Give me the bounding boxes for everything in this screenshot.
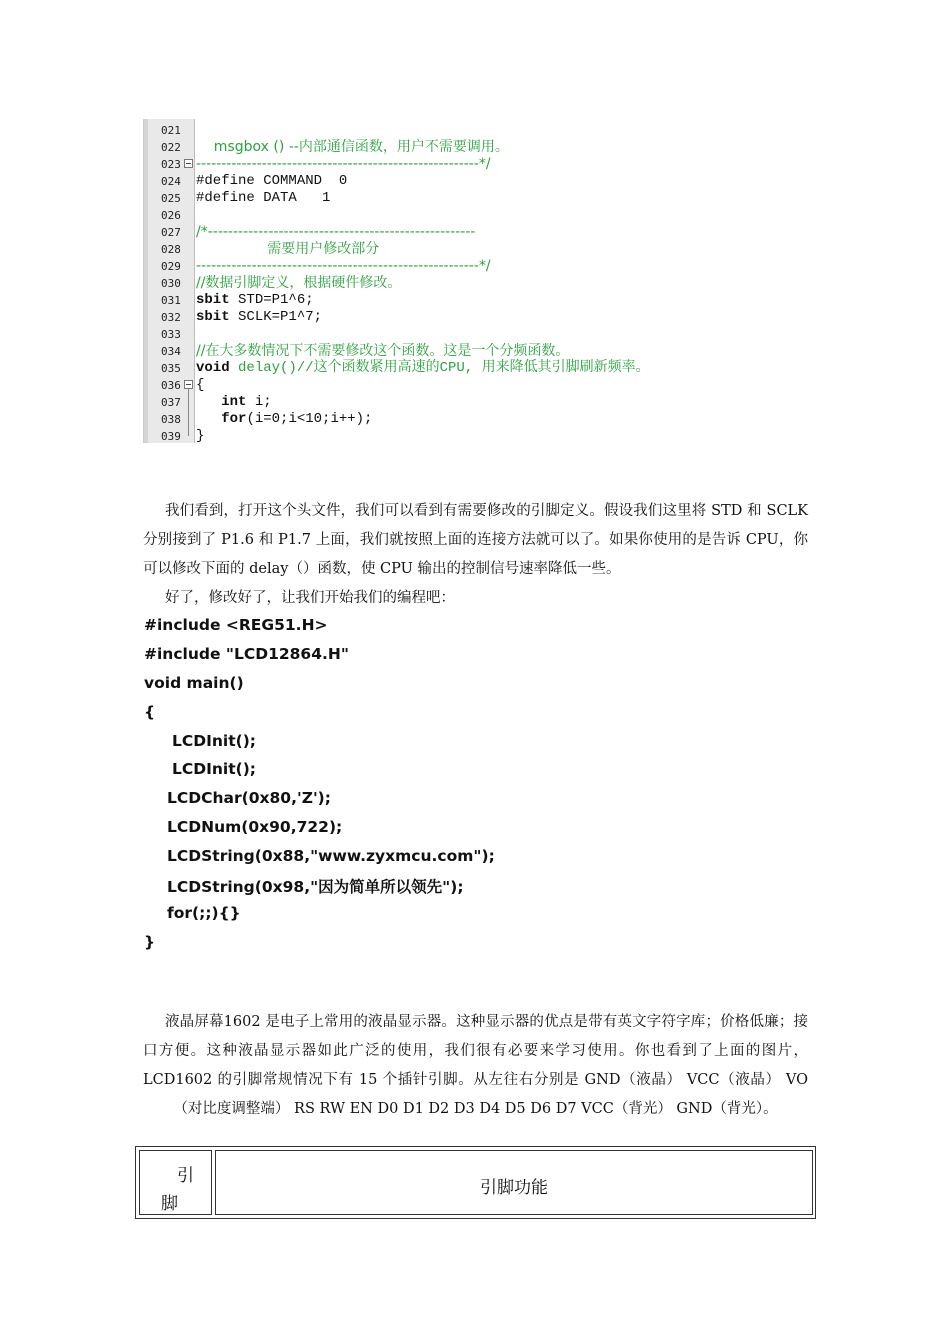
- line-number: 035: [161, 362, 181, 375]
- code-lcdchar: LCDChar(0x80,'Z');: [167, 789, 331, 807]
- code-lcdinit-1: LCDInit();: [172, 732, 257, 750]
- line-number: 033: [161, 328, 181, 341]
- table-header-pin-char-1: 引: [177, 1166, 194, 1186]
- code-lcdnum: LCDNum(0x90,722);: [167, 818, 343, 836]
- line-number: 025: [161, 192, 181, 205]
- line-number: 036: [161, 379, 181, 392]
- code-include-lcd: #include "LCD12864.H": [144, 645, 349, 663]
- line-number: 037: [161, 396, 181, 409]
- code-text: #define DATA 1: [196, 190, 331, 206]
- table-header-function-label: 引脚功能: [480, 1178, 548, 1198]
- line-number: 021: [161, 124, 181, 137]
- fold-toggle-icon[interactable]: [184, 159, 193, 168]
- code-text: for(i=0;i<10;i++);: [221, 411, 373, 427]
- code-screenshot-line: [144, 326, 677, 343]
- code-screenshot-line: [144, 309, 677, 326]
- paragraph-start-programming: 好了，修改好了，让我们开始我们的编程吧：: [165, 590, 455, 606]
- code-text: }: [196, 428, 205, 444]
- code-text: //在大多数情况下不需要修改这个函数。这是一个分频函数。: [196, 343, 570, 359]
- code-text: sbit SCLK=P1^7;: [196, 309, 323, 325]
- code-text: #define COMMAND 0: [196, 173, 348, 189]
- code-screenshot: [143, 119, 677, 443]
- line-number: 024: [161, 175, 181, 188]
- code-text: --------------------------------------------------------*/: [196, 156, 491, 172]
- code-close-brace: }: [144, 933, 156, 951]
- table-header-pin-char-2: 脚: [161, 1194, 178, 1214]
- code-text: sbit STD=P1^6;: [196, 292, 314, 308]
- code-for-loop: for(;;){}: [167, 904, 241, 922]
- line-number: 031: [161, 294, 181, 307]
- code-lcdinit-2: LCDInit();: [172, 760, 257, 778]
- code-text: //数据引脚定义，根据硬件修改。: [196, 275, 402, 291]
- code-screenshot-line: [144, 377, 677, 394]
- paragraph-intro: 我们看到，打开这个头文件，我们可以看到有需要修改的引脚定义。假设我们这里将 STD 和 SCLK 分别接到了 P1.6 和 P1.7 上面，我们就按照上面的连接方法就可以了。如果你使用的是告诉 CPU，你可以修改下面的 delay（）函数，使 CPU 输出的控制信号速率降低一些。: [143, 503, 808, 577]
- code-include-reg51: #include <REG51.H>: [144, 616, 328, 634]
- code-screenshot-line: [144, 190, 677, 207]
- fold-toggle-icon[interactable]: [184, 380, 193, 389]
- line-number: 039: [161, 430, 181, 443]
- code-text: --------------------------------------------------------*/: [196, 258, 491, 274]
- code-text: /*-----------------------------------------------------: [196, 224, 476, 240]
- code-screenshot-line: [144, 275, 677, 292]
- code-screenshot-line: [144, 173, 677, 190]
- code-screenshot-line: [144, 292, 677, 309]
- code-text: int i;: [221, 394, 272, 410]
- table-header-function: [215, 1150, 813, 1215]
- line-number: 026: [161, 209, 181, 222]
- line-number: 022: [161, 141, 181, 154]
- code-screenshot-line: [144, 428, 677, 445]
- code-main-signature: void main(): [144, 674, 244, 692]
- code-screenshot-line: [144, 241, 677, 258]
- code-screenshot-line: [144, 343, 677, 360]
- code-screenshot-line: [144, 122, 677, 139]
- code-text: {: [196, 377, 205, 393]
- code-lcdstring-1: LCDString(0x88,"www.zyxmcu.com");: [167, 847, 495, 865]
- code-screenshot-line: [144, 139, 677, 156]
- line-number: 030: [161, 277, 181, 290]
- code-screenshot-line: [144, 394, 677, 411]
- code-screenshot-line: [144, 156, 677, 173]
- line-number: 034: [161, 345, 181, 358]
- paragraph-lcd1602: 液晶屏幕1602 是电子上常用的液晶显示器。这种显示器的优点是带有英文字符字库；价格低廉；接口方便。这种液晶显示器如此广泛的使用，我们很有必要来学习使用。你也看到了上面的图片，LCD1602 的引脚常规情况下有 15 个插针引脚。从左往右分别是 GND（液晶） VCC（液晶） VO（对比度调整端） RS RW EN D0 D1 D2 D3 D4 D5 D6 D7 VCC（背光） GND（背光）。: [143, 1014, 808, 1117]
- code-screenshot-line: [144, 258, 677, 275]
- code-text: 需要用户修改部分: [196, 241, 380, 257]
- code-screenshot-line: [144, 411, 677, 428]
- code-lcdstring-2: LCDString(0x98,"因为简单所以领先");: [167, 878, 464, 896]
- code-text: void delay()//这个函数紧用高速的CPU, 用来降低其引脚刷新频率。: [196, 360, 650, 376]
- line-number: 038: [161, 413, 181, 426]
- code-screenshot-line: [144, 224, 677, 241]
- table-header-pin: [139, 1150, 212, 1215]
- code-open-brace: {: [144, 703, 156, 721]
- line-number: 023: [161, 158, 181, 171]
- code-screenshot-line: [144, 360, 677, 377]
- line-number: 028: [161, 243, 181, 256]
- line-number: 027: [161, 226, 181, 239]
- pin-function-table: [135, 1146, 816, 1219]
- line-number: 032: [161, 311, 181, 324]
- line-number: 029: [161, 260, 181, 273]
- code-screenshot-line: [144, 207, 677, 224]
- fold-guide-line: [188, 389, 189, 436]
- code-text: msgbox () --内部通信函数，用户不需要调用。: [196, 139, 509, 155]
